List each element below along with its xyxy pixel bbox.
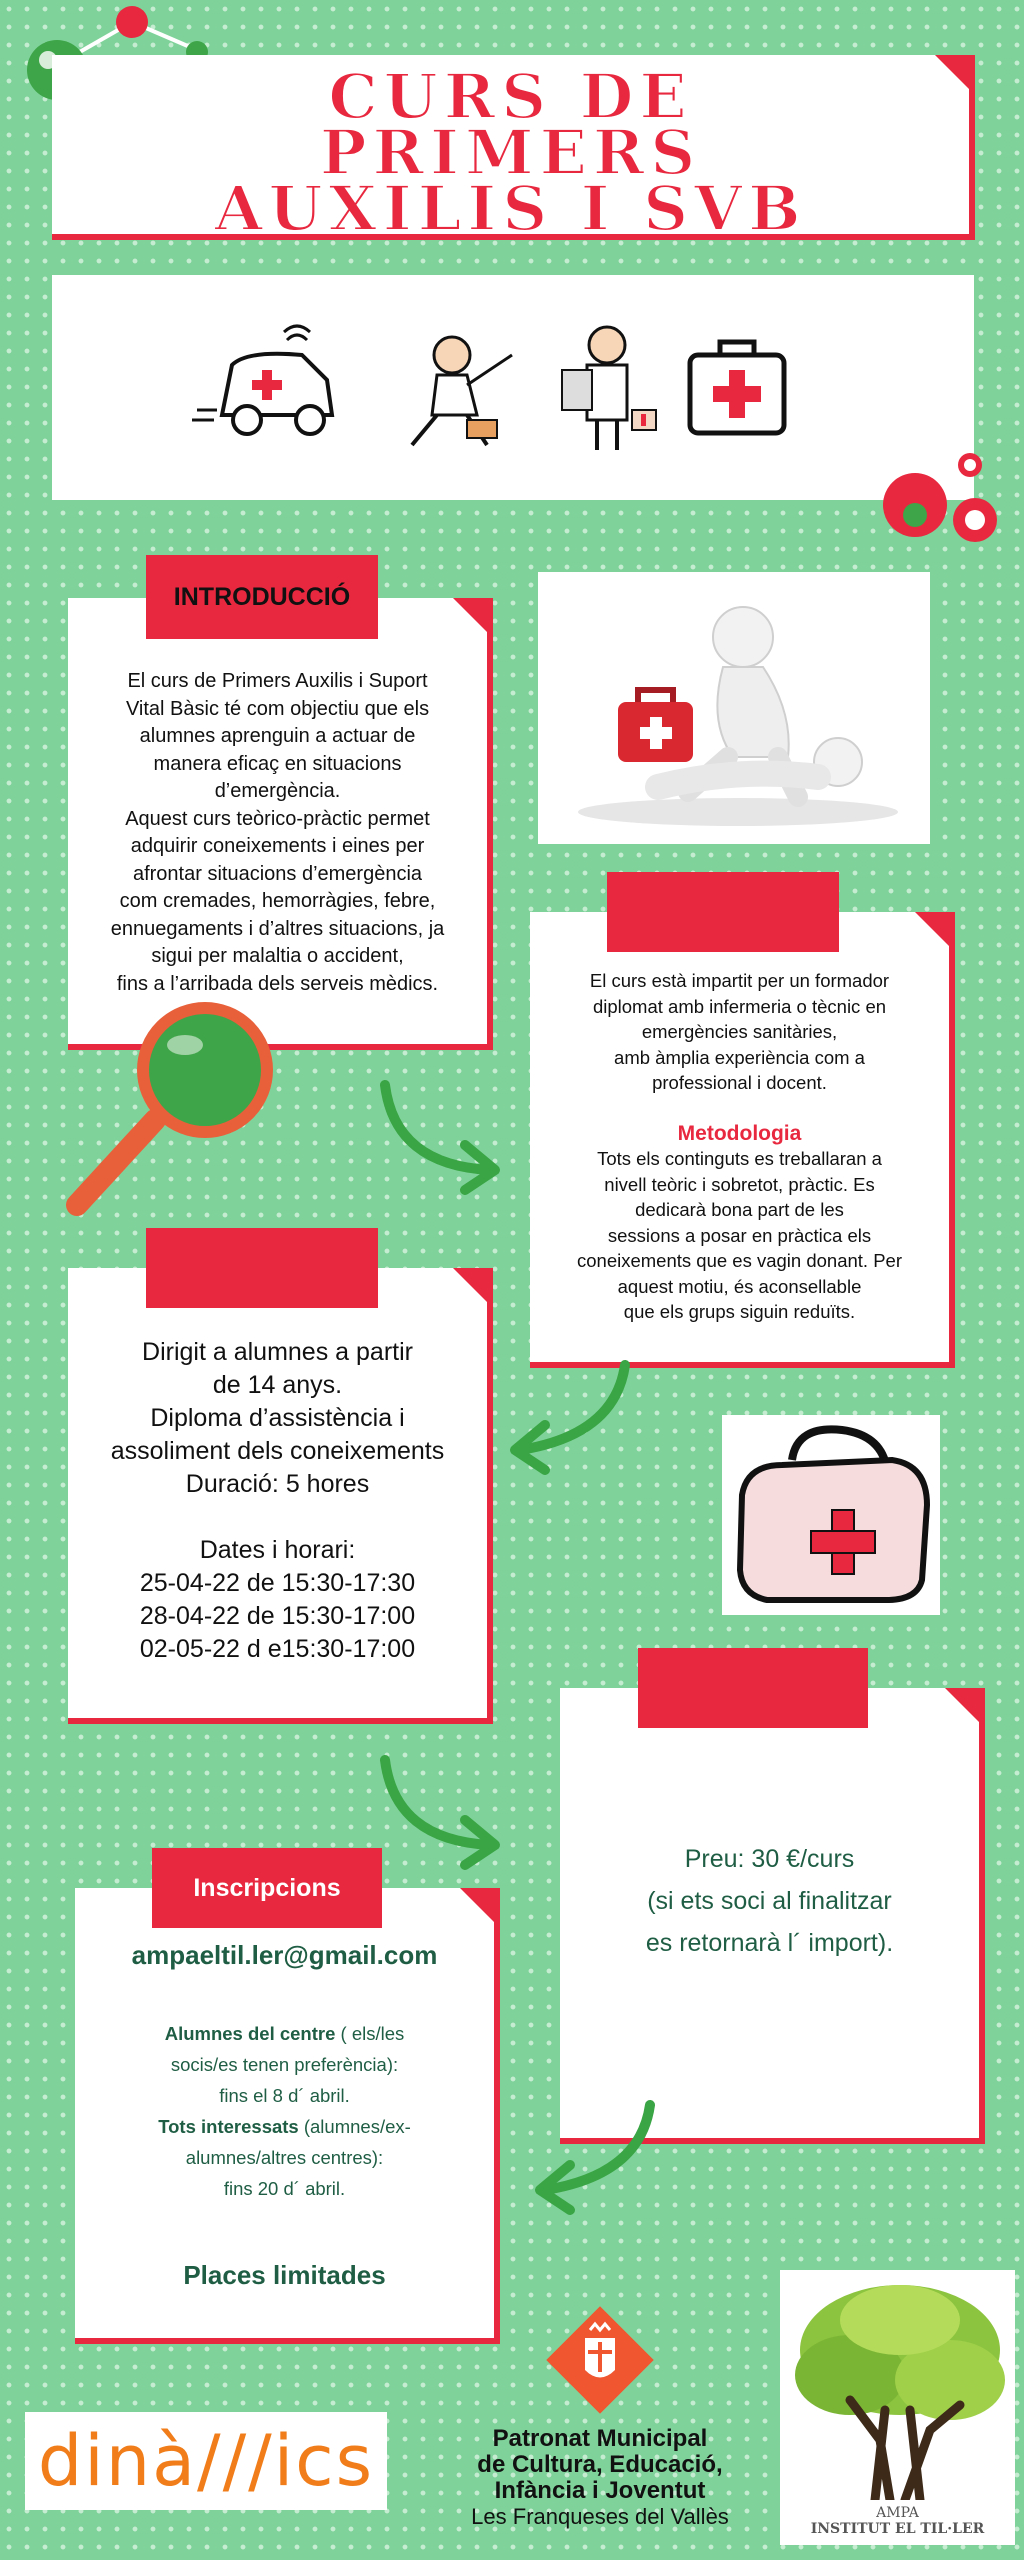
medical-bag-image <box>722 1415 940 1615</box>
arrow-icon <box>370 1745 510 1875</box>
info-line: Dirigit a alumnes a partir <box>142 1338 413 1366</box>
centre-rest: ( els/les <box>335 2023 405 2044</box>
method-line: professional i docent. <box>652 1072 827 1093</box>
method-line: Tots els continguts es treballaran a <box>597 1148 882 1169</box>
method-line: coneixements que es vagin donant. Per <box>577 1250 902 1271</box>
title-line-1: CURS DE <box>328 60 693 133</box>
molecule-icon <box>875 440 1015 555</box>
intro-card <box>68 598 493 1050</box>
patronat-text <box>440 2426 760 2530</box>
intro-line: com cremades, hemorràgies, febre, <box>119 890 436 912</box>
arrow-icon <box>370 1070 510 1200</box>
info-card <box>68 1268 493 1724</box>
inscriptions-details <box>85 2018 484 2204</box>
others-line: fins 20 d´ abril. <box>223 2178 346 2199</box>
town-name: Les Franqueses del Vallès <box>471 2504 729 2529</box>
arrow-icon <box>525 2095 665 2225</box>
intro-line: Aquest curs teòrico-pràctic permet <box>125 807 430 830</box>
cpr-figure-icon <box>538 572 930 844</box>
patronat-line: de Cultura, Educació, <box>477 2451 723 2478</box>
email-address[interactable]: ampaeltil.ler@gmail.com <box>131 1940 438 1970</box>
page-title <box>52 55 969 245</box>
price-line: es retornarà l´ import). <box>645 1929 894 1957</box>
inscriptions-tab <box>152 1848 382 1928</box>
doctor-reading-icon <box>542 315 672 455</box>
medical-bag-icon <box>722 1415 940 1615</box>
ampa-logo-text <box>780 2505 1015 2537</box>
intro-line: alumnes aprenguin a actuar de <box>139 725 416 747</box>
schedule-line: 02-05-22 d e15:30-17:00 <box>139 1635 416 1663</box>
icons-banner <box>52 275 974 500</box>
intro-line: El curs de Primers Auxilis i Suport <box>127 670 428 692</box>
method-line: que els grups siguin reduïts. <box>623 1301 856 1322</box>
method-line: diplomat amb infermeria o tècnic en <box>592 995 887 1017</box>
schedule-heading: Dates i horari: <box>199 1536 356 1564</box>
method-line: nivell teòric i sobretot, pràctic. Es <box>604 1173 875 1195</box>
method-line: aquest motiu, és aconsellable <box>617 1275 862 1297</box>
ambulance-icon <box>192 320 362 450</box>
intro-line: afrontar situacions d’emergència <box>132 862 423 885</box>
info-line: Diploma d’assistència i <box>150 1404 405 1432</box>
title-line-3: AUXILIS I SVB <box>214 172 807 245</box>
others-label: Tots interessats <box>158 2116 299 2137</box>
method-line: El curs està impartit per un formador <box>589 970 890 991</box>
method-text <box>536 968 943 1325</box>
crest-icon <box>540 2300 660 2420</box>
others-line <box>85 2111 484 2142</box>
dinamics-logo <box>25 2412 387 2510</box>
schedule-line: 28-04-22 de 15:30-17:00 <box>139 1602 416 1630</box>
dinamics-logo-text: dinà///ics <box>37 2420 375 2502</box>
centre-line: fins el 8 d´ abril. <box>219 2085 350 2106</box>
method-line: sessions a posar en pràctica els <box>607 1224 872 1246</box>
price-line: (si ets soci al finalitzar <box>647 1887 892 1915</box>
places-limited: Places limitades <box>183 2260 386 2290</box>
intro-line: Vital Bàsic té com objectiu que els <box>125 697 430 720</box>
title-line-2: PRIMERS <box>319 116 702 189</box>
methodology-heading: Metodologia <box>677 1121 802 1145</box>
title-card <box>52 55 975 245</box>
cpr-image <box>538 572 930 844</box>
intro-line: d’emergència. <box>214 780 341 802</box>
method-line: emergències sanitàries, <box>641 1021 838 1042</box>
intro-tab-label: INTRODUCCIÓ <box>173 582 351 611</box>
doctor-running-icon <box>382 315 532 455</box>
info-line: Duració: 5 hores <box>185 1470 370 1498</box>
method-card <box>530 912 955 1368</box>
price-card <box>560 1688 985 2144</box>
centre-label: Alumnes del centre <box>164 2023 336 2044</box>
intro-line: sigui per malaltia o accident, <box>151 945 404 967</box>
ampa-logo <box>780 2270 1015 2545</box>
centre-line: socis/es tenen preferència): <box>170 2054 399 2075</box>
price-line: Preu: 30 €/curs <box>684 1845 855 1873</box>
info-line: assoliment dels coneixements <box>110 1437 445 1465</box>
method-tab <box>607 872 839 952</box>
info-line: de 14 anys. <box>212 1371 343 1399</box>
info-text <box>72 1336 483 1666</box>
price-tab <box>638 1648 868 1728</box>
inscriptions-tab-label: Inscripcions <box>193 1873 341 1902</box>
price-text <box>564 1838 975 1964</box>
patronat-line: Patronat Municipal <box>492 2425 708 2452</box>
ampa-logo-line: INSTITUT EL TIL·LER <box>810 2521 985 2537</box>
method-line: dedicarà bona part de les <box>635 1199 844 1220</box>
intro-line: adquirir coneixements i eines per <box>130 835 425 857</box>
intro-line: ennuegaments i d’altres situacions, ja <box>110 917 445 940</box>
centre-line <box>85 2018 484 2049</box>
others-rest: (alumnes/ex- <box>298 2116 411 2137</box>
others-line: alumnes/altres centres): <box>185 2147 384 2168</box>
intro-line: fins a l’arribada dels serveis mèdics. <box>116 972 439 995</box>
method-line: amb àmplia experiència com a <box>614 1046 865 1068</box>
schedule-line: 25-04-22 de 15:30-17:30 <box>139 1569 416 1597</box>
intro-line: manera eficaç en situacions <box>153 752 402 775</box>
ampa-logo-line: AMPA <box>876 2505 919 2521</box>
intro-tab <box>146 555 378 639</box>
arrow-icon <box>500 1355 640 1485</box>
intro-text <box>76 668 479 998</box>
patronat-line: Infància i Joventut <box>494 2477 706 2504</box>
tree-icon <box>780 2270 1015 2500</box>
first-aid-kit-icon <box>682 330 792 440</box>
magnifier-icon <box>55 1000 285 1220</box>
info-tab <box>146 1228 378 1308</box>
inscriptions-card <box>75 1888 500 2344</box>
